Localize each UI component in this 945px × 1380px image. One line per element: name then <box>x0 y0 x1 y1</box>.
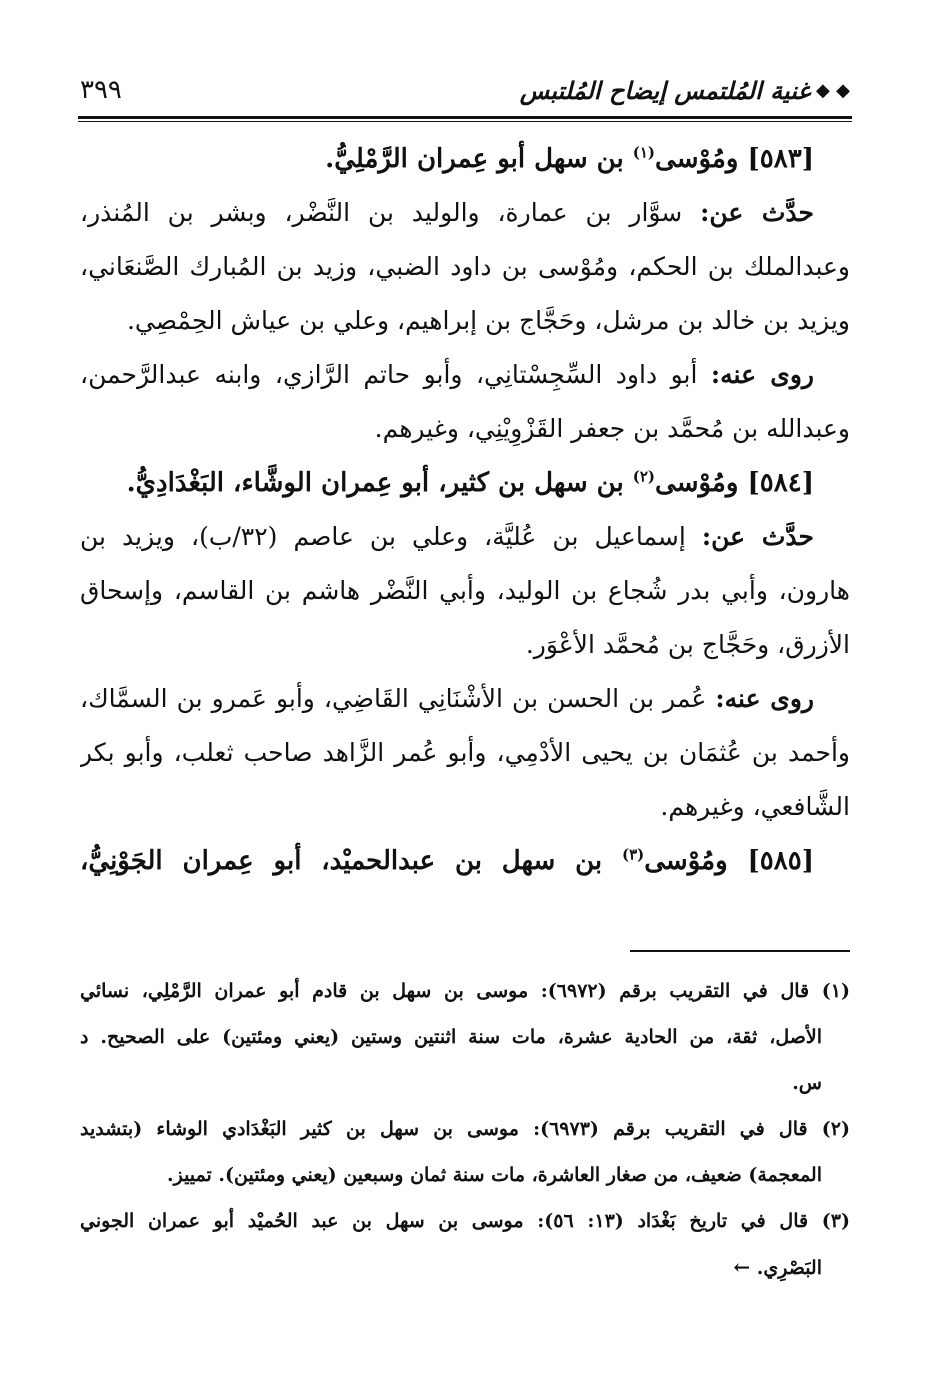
footnote-rule <box>630 950 850 952</box>
diamond-icon: ◆ ◆ <box>816 79 850 101</box>
entry-name-rest: بن سهل بن عبدالحميْد، أبو عِمران الجَوْنِيُّ، <box>80 846 603 876</box>
text-line: وعبدالله بن مُحمَّد بن جعفر القَزْوِيْنِي، وغيرهم. <box>374 414 850 443</box>
text-line: وعبدالملك بن الحكم، ومُوْسى بن داود الضبي، وزيد بن المُبارك الصَّنعَاني، <box>80 252 850 281</box>
text-line: إسماعيل بن عُليَّة، وعلي بن عاصم (٣٢/ب)، ويزيد بن <box>80 522 686 551</box>
heard-from-label: حدَّث عن: <box>701 522 814 551</box>
footnote-1-line: (١) قال في التقريب برقم (٦٩٧٢): موسى بن سهل بن قادم أبو عمران الرَّمْلِي، نسائي <box>80 980 850 1002</box>
narrated-by-label: روى عنه: <box>715 684 814 713</box>
narrated-by-line <box>80 672 850 726</box>
footnote-3-line: البَصْرِي. <box>756 1257 822 1279</box>
text-line: عُمر بن الحسن بن الأشْنَانِي القَاضِي، وأبو عَمرو بن السمَّاك، <box>80 684 707 713</box>
entry-number: [٥٨٥] <box>747 846 814 876</box>
footnote-3-line: (٣) قال في تاريخ بَغْدَاد (١٣: ٥٦): موسى بن سهل بن عبد الحُميْد أبو عمران الجوني <box>80 1210 850 1232</box>
heard-from-line <box>80 510 850 564</box>
footnote-1-line: س. <box>792 1072 822 1094</box>
entry-number: [٥٨٣] <box>747 144 814 174</box>
narrated-by-label: روى عنه: <box>710 360 814 389</box>
footnote-1-line: الأصل، ثقة، من الحادية عشرة، مات سنة اثنتين وستين (يعني ومئتين) على الصحيح. د <box>80 1026 822 1048</box>
page-number: ٣٩٩ <box>80 75 122 105</box>
footnote-ref: (٢) <box>632 467 656 486</box>
continue-arrow-icon: ← <box>733 1255 751 1279</box>
running-title <box>520 76 850 105</box>
footnote-ref: (١) <box>632 143 656 162</box>
heard-from-label: حدَّث عن: <box>700 198 814 227</box>
narrated-by-line <box>80 348 850 402</box>
text-line: الشَّافعي، وغيرهم. <box>660 792 850 821</box>
entry-name-rest: بن سهل بن كثير، أبو عِمران الوشَّاء، البَغْدَادِيُّ. <box>126 468 624 498</box>
entry-name-start: ومُوْسى <box>644 846 728 876</box>
entry-name-start: ومُوْسى <box>655 144 739 174</box>
header-rule-thin <box>78 121 852 122</box>
book-title: غنية المُلتمس إيضاح المُلتبس <box>519 75 811 105</box>
entry-heading-583 <box>80 132 850 186</box>
footnote-ref: (٣) <box>621 845 645 864</box>
text-line: أبو داود السِّجِسْتانِي، وأبو حاتم الرَّازي، وابنه عبدالرَّحمن، <box>80 360 698 389</box>
footnote-3-last-line <box>80 1244 850 1291</box>
text-line: هارون، وأبي بدر شُجاع بن الوليد، وأبي النَّضْر هاشم بن القاسم، وإسحاق <box>80 576 850 605</box>
entry-name-start: ومُوْسى <box>655 468 739 498</box>
header-rule <box>78 116 852 119</box>
text-line: سوَّار بن عمارة، والوليد بن النَّضْر، وبشر بن المُنذر، <box>80 198 683 227</box>
footnotes <box>80 968 850 1291</box>
entry-number: [٥٨٤] <box>747 468 814 498</box>
footnote-2-line: المعجمة) ضعيف، من صغار العاشرة، مات سنة ثمان وسبعين (يعني ومئتين). تمييز. <box>166 1164 822 1186</box>
entry-heading-585 <box>80 834 850 888</box>
text-line: وأحمد بن عُثمَان بن يحيى الأدْمِي، وأبو عُمر الزَّاهد صاحب ثعلب، وأبو بكر <box>80 738 850 767</box>
heard-from-line <box>80 186 850 240</box>
footnote-2-line: (٢) قال في التقريب برقم (٦٩٧٣): موسى بن سهل بن كثير البَغْدَادي الوشاء (بتشديد <box>80 1118 850 1140</box>
main-text <box>80 132 850 888</box>
text-line: ويزيد بن خالد بن مرشل، وحَجَّاج بن إبراهيم، وعلي بن عياش الحِمْصِي. <box>126 306 850 335</box>
text-line: الأزرق، وحَجَّاج بن مُحمَّد الأعْوَر. <box>525 630 850 659</box>
entry-name-rest: بن سهل أبو عِمران الرَّمْلِيُّ. <box>325 144 624 174</box>
page-header <box>80 68 850 112</box>
entry-heading-584 <box>80 456 850 510</box>
